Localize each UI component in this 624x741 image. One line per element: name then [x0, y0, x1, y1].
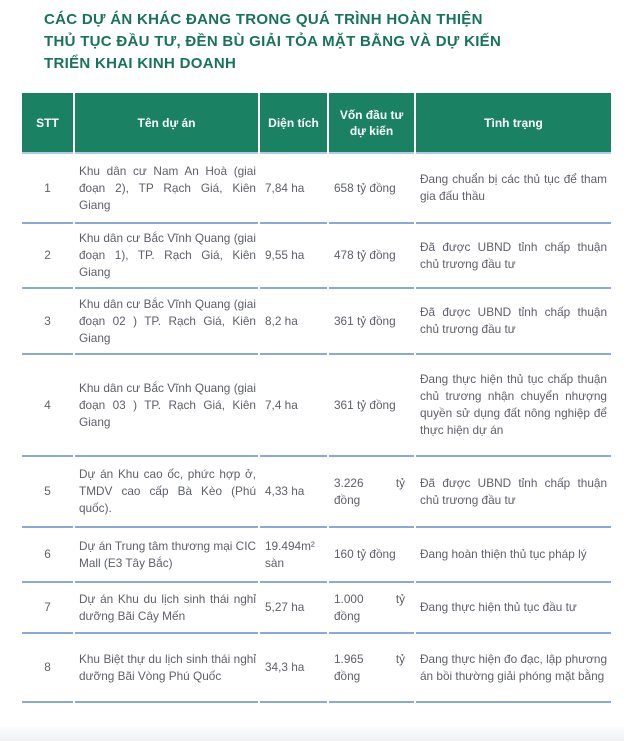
cell-project-name: Khu dân cư Bắc Vĩnh Quang (giai đoạn 03 ) TP. Rạch Giá, Kiên Giang [75, 355, 258, 457]
column-header-project-name: Tên dự án [75, 93, 258, 154]
cell-project-name: Dự án Khu cao ốc, phức hợp ở, TMDV cao cấp Bà Kèo (Phú quốc). [75, 457, 258, 528]
table-header [22, 93, 611, 154]
table-row [22, 457, 611, 528]
cell-capital: 658 tỷ đồng [329, 154, 414, 224]
page-title [44, 9, 584, 75]
cell-area: 5,27 ha [260, 583, 327, 634]
cell-capital: 160 tỷ đồng [329, 528, 414, 583]
cell-capital: 1.965 tỷ đồng [329, 634, 414, 703]
cell-stt: 4 [22, 355, 73, 457]
table-row [22, 634, 611, 703]
cell-status: Đã được UBND tỉnh chấp thuận chủ trương đầu tư [416, 457, 611, 528]
projects-table [20, 93, 613, 703]
column-header-capital: Vốn đầu tư dự kiến [329, 93, 414, 154]
cell-project-name: Khu dân cư Bắc Vĩnh Quang (giai đoạn 1), TP. Rạch Giá, Kiên Giang [75, 224, 258, 289]
cell-project-name: Dự án Khu du lịch sinh thái nghỉ dưỡng Bãi Cây Mến [75, 583, 258, 634]
cell-project-name: Dự án Trung tâm thương mại CIC Mall (E3 Tây Bắc) [75, 528, 258, 583]
cell-stt: 7 [22, 583, 73, 634]
cell-capital: 361 tỷ đồng [329, 355, 414, 457]
table-row [22, 528, 611, 583]
cell-capital: 361 tỷ đồng [329, 289, 414, 355]
cell-stt: 5 [22, 457, 73, 528]
cell-stt: 6 [22, 528, 73, 583]
table-header-row [22, 93, 611, 154]
cell-area: 9,55 ha [260, 224, 327, 289]
cell-capital: 3.226 tỷ đồng [329, 457, 414, 528]
cell-stt: 3 [22, 289, 73, 355]
table-row [22, 224, 611, 289]
cell-project-name: Khu dân cư Nam An Hoà (giai đoạn 2), TP Rạch Giá, Kiên Giang [75, 154, 258, 224]
cell-stt: 2 [22, 224, 73, 289]
cell-area: 7,4 ha [260, 355, 327, 457]
cell-project-name: Khu Biệt thự du lịch sinh thái nghỉ dưỡng Bãi Vòng Phú Quốc [75, 634, 258, 703]
cell-status: Đang thực hiện thủ tục đầu tư [416, 583, 611, 634]
cell-area: 4,33 ha [260, 457, 327, 528]
cell-status: Đang thực hiện đo đạc, lập phương án bồi thường giải phóng mặt bằng [416, 634, 611, 703]
cell-status: Đang hoàn thiện thủ tục pháp lý [416, 528, 611, 583]
page-title-line: TRIỂN KHAI KINH DOANH [44, 55, 237, 72]
cell-area: 7,84 ha [260, 154, 327, 224]
page-bottom-strip [0, 727, 624, 741]
column-header-status: Tình trạng [416, 93, 611, 154]
table-row [22, 355, 611, 457]
cell-project-name: Khu dân cư Bắc Vĩnh Quang (giai đoạn 02 ) TP. Rạch Giá, Kiên Giang [75, 289, 258, 355]
cell-capital: 1.000 tỷ đồng [329, 583, 414, 634]
cell-stt: 1 [22, 154, 73, 224]
table-row [22, 583, 611, 634]
cell-stt: 8 [22, 634, 73, 703]
page-title-line: CÁC DỰ ÁN KHÁC ĐANG TRONG QUÁ TRÌNH HOÀN THIỆN [44, 11, 483, 28]
column-header-stt: STT [22, 93, 73, 154]
table-row [22, 289, 611, 355]
page-title-line: THỦ TỤC ĐẦU TƯ, ĐỀN BÙ GIẢI TỎA MẶT BẰNG VÀ DỰ KIẾN [44, 33, 502, 50]
cell-area: 8,2 ha [260, 289, 327, 355]
cell-capital: 478 tỷ đồng [329, 224, 414, 289]
cell-status: Đang chuẩn bị các thủ tục để tham gia đấu thầu [416, 154, 611, 224]
column-header-area: Diện tích [260, 93, 327, 154]
cell-area: 34,3 ha [260, 634, 327, 703]
cell-status: Đã được UBND tỉnh chấp thuận chủ trương đầu tư [416, 224, 611, 289]
cell-status: Đã được UBND tỉnh chấp thuận chủ trương đầu tư [416, 289, 611, 355]
table-row [22, 154, 611, 224]
cell-status: Đang thực hiện thủ tục chấp thuận chủ trương nhận chuyển nhượng quyền sử dụng đất nông nghiệp để thực hiện dự án [416, 355, 611, 457]
cell-area: 19.494m² sàn [260, 528, 327, 583]
